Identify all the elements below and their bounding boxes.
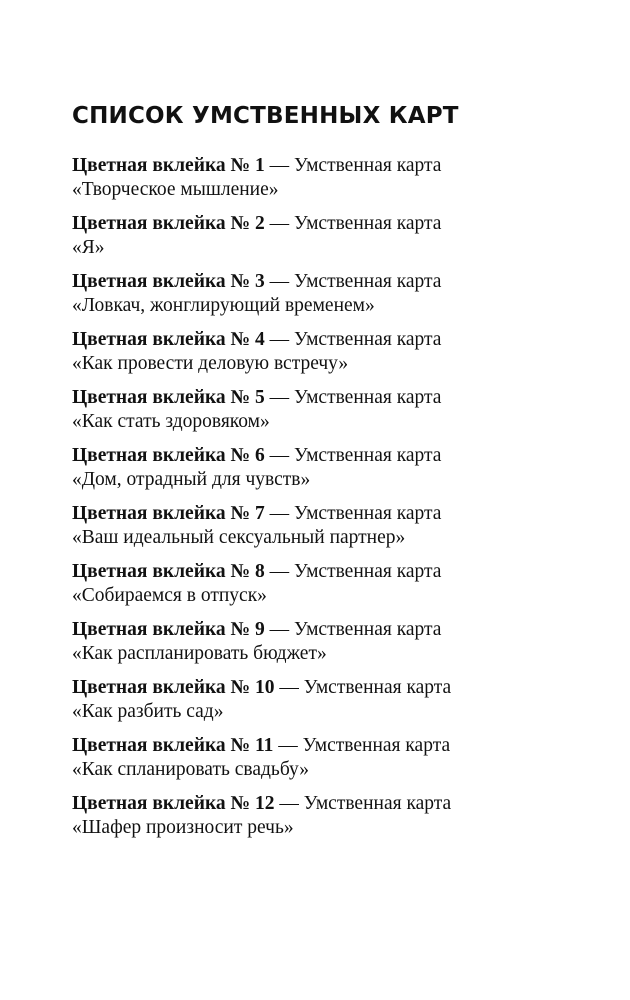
- list-item: [72, 328, 572, 376]
- list-item: [72, 270, 572, 318]
- plate-number: Цветная вклейка № 10: [72, 677, 275, 698]
- entry-description: — Умственная карта: [264, 561, 442, 582]
- entry-description: — Умственная карта: [264, 329, 442, 350]
- list-item: [72, 734, 572, 782]
- list-item: [72, 676, 572, 724]
- mind-map-list: [72, 154, 572, 840]
- plate-number: Цветная вклейка № 6: [72, 445, 265, 466]
- plate-number: Цветная вклейка № 7: [72, 503, 265, 524]
- plate-number: Цветная вклейка № 1: [72, 155, 265, 176]
- list-item: [72, 212, 572, 260]
- plate-number: Цветная вклейка № 9: [72, 619, 265, 640]
- entry-title: «Собираемся в отпуск»: [72, 585, 267, 606]
- entry-description: — Умственная карта: [264, 155, 442, 176]
- list-item: [72, 386, 572, 434]
- plate-number: Цветная вклейка № 8: [72, 561, 265, 582]
- entry-description: — Умственная карта: [273, 735, 451, 756]
- plate-number: Цветная вклейка № 11: [72, 735, 274, 756]
- entry-description: — Умственная карта: [274, 793, 452, 814]
- entry-title: «Я»: [72, 237, 105, 258]
- plate-number: Цветная вклейка № 2: [72, 213, 265, 234]
- entry-description: — Умственная карта: [264, 503, 442, 524]
- document-page: [72, 96, 572, 850]
- entry-title: «Как провести деловую встречу»: [72, 353, 349, 374]
- entry-title: «Как стать здоровяком»: [72, 411, 270, 432]
- list-item: [72, 154, 572, 202]
- entry-title: «Творческое мышление»: [72, 179, 279, 200]
- list-item: [72, 444, 572, 492]
- list-item: [72, 618, 572, 666]
- entry-title: «Шафер произносит речь»: [72, 817, 294, 838]
- list-item: [72, 792, 572, 840]
- entry-title: «Дом, отрадный для чувств»: [72, 469, 311, 490]
- list-item: [72, 502, 572, 550]
- plate-number: Цветная вклейка № 5: [72, 387, 265, 408]
- entry-description: — Умственная карта: [264, 445, 442, 466]
- entry-description: — Умственная карта: [274, 677, 452, 698]
- entry-title: «Ловкач, жонглирующий временем»: [72, 295, 375, 316]
- page-title: СПИСОК УМСТВЕННЫХ КАРТ: [72, 103, 459, 129]
- plate-number: Цветная вклейка № 4: [72, 329, 265, 350]
- entry-description: — Умственная карта: [264, 213, 442, 234]
- list-item: [72, 560, 572, 608]
- entry-description: — Умственная карта: [264, 619, 442, 640]
- entry-description: — Умственная карта: [264, 387, 442, 408]
- entry-title: «Как разбить сад»: [72, 701, 224, 722]
- entry-title: «Как спланировать свадьбу»: [72, 759, 309, 780]
- entry-title: «Ваш идеальный сексуальный партнер»: [72, 527, 406, 548]
- entry-description: — Умственная карта: [264, 271, 442, 292]
- plate-number: Цветная вклейка № 3: [72, 271, 265, 292]
- entry-title: «Как распланировать бюджет»: [72, 643, 327, 664]
- plate-number: Цветная вклейка № 12: [72, 793, 275, 814]
